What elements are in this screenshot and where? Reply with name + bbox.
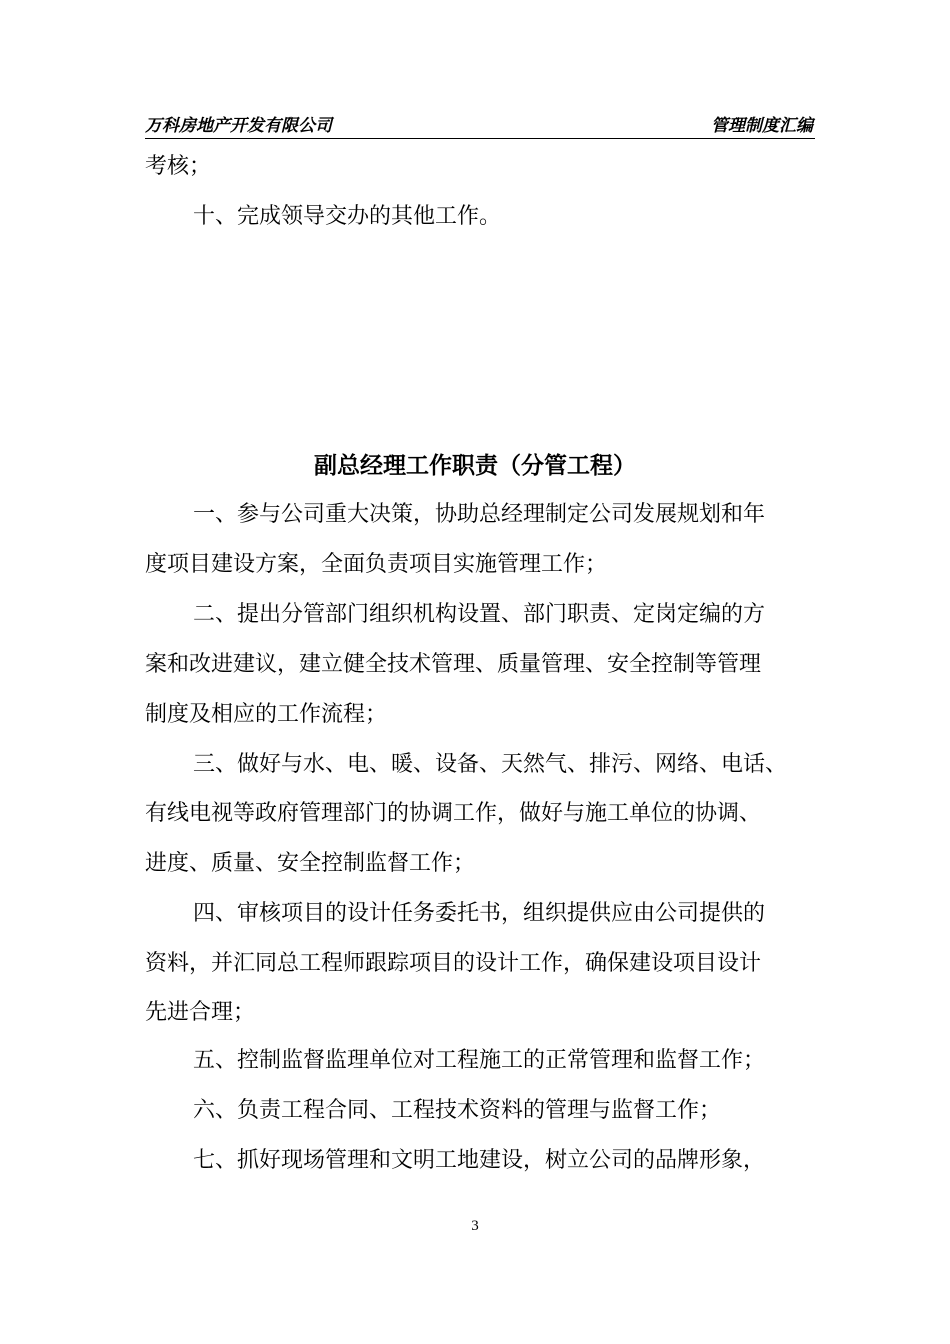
paragraph-line: 先进合理； bbox=[145, 1000, 256, 1025]
paragraph-line: 四、审核项目的设计任务委托书，组织提供应由公司提供的 bbox=[193, 901, 766, 926]
text-line-continuation: 考核； bbox=[145, 154, 212, 179]
header-company-name: 万科房地产开发有限公司 bbox=[145, 116, 332, 136]
paragraph-line: 一、参与公司重大决策，协助总经理制定公司发展规划和年 bbox=[193, 502, 766, 527]
text-line-item-10: 十、完成领导交办的其他工作。 bbox=[193, 204, 502, 229]
paragraph-line: 七、抓好现场管理和文明工地建设，树立公司的品牌形象， bbox=[193, 1148, 766, 1173]
paragraph-line: 案和改进建议，建立健全技术管理、质量管理、安全控制等管理 bbox=[145, 652, 762, 677]
paragraph-line: 五、控制监督监理单位对工程施工的正常管理和监督工作； bbox=[193, 1048, 766, 1073]
page-number: 3 bbox=[471, 1218, 479, 1234]
paragraph-line: 度项目建设方案，全面负责项目实施管理工作； bbox=[145, 552, 608, 577]
section-title: 副总经理工作职责（分管工程） bbox=[314, 453, 636, 479]
paragraph-line: 制度及相应的工作流程； bbox=[145, 702, 388, 727]
paragraph-line: 二、提出分管部门组织机构设置、部门职责、定岗定编的方 bbox=[193, 602, 766, 627]
paragraph-line: 进度、质量、安全控制监督工作； bbox=[145, 851, 476, 876]
paragraph-line: 有线电视等政府管理部门的协调工作，做好与施工单位的协调、 bbox=[145, 801, 762, 826]
paragraph-line: 三、做好与水、电、暖、设备、天然气、排污、网络、电话、 bbox=[193, 752, 788, 777]
page-header bbox=[145, 114, 815, 139]
header-document-title: 管理制度汇编 bbox=[711, 116, 813, 136]
paragraph-line: 资料，并汇同总工程师跟踪项目的设计工作，确保建设项目设计 bbox=[145, 951, 762, 976]
paragraph-line: 六、负责工程合同、工程技术资料的管理与监督工作； bbox=[193, 1098, 722, 1123]
